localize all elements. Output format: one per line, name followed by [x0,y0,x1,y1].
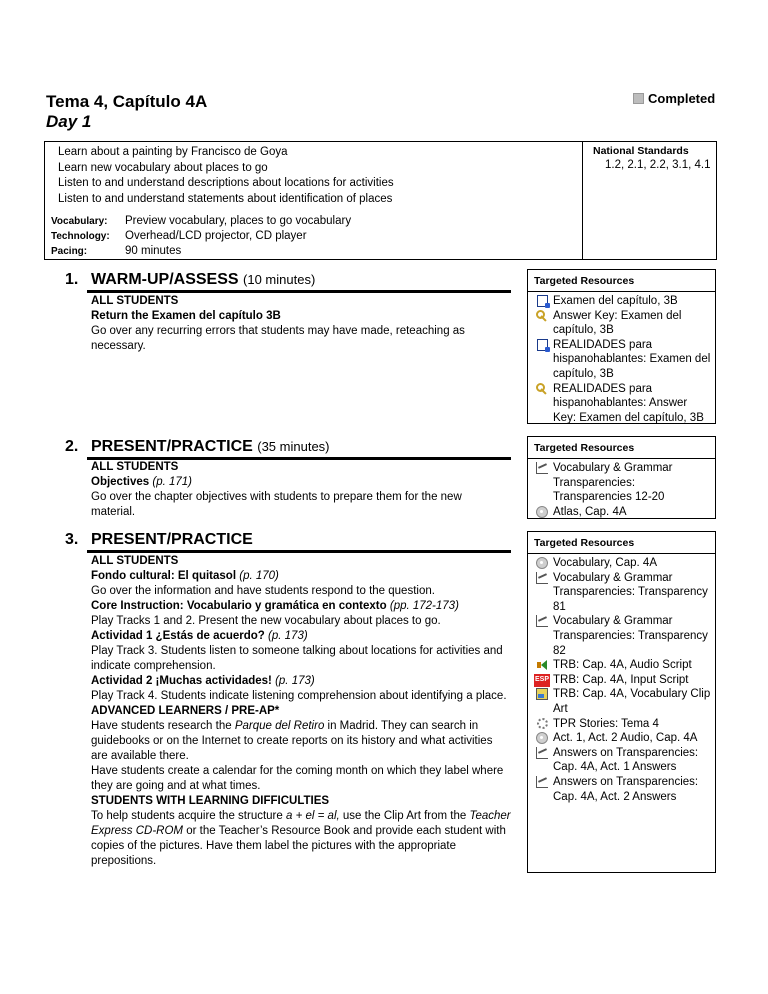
cd-icon [536,506,548,518]
transparency-icon [536,776,548,788]
resource-item[interactable]: Act. 1, Act. 2 Audio, Cap. 4A [531,731,715,746]
resource-item[interactable]: TRB: Cap. 4A, Audio Script [531,658,715,673]
activity-text: Play Track 3. Students listen to someone talking about locations for activities and indicate comprehension. [91,645,503,672]
section-minutes: (10 minutes) [243,272,316,287]
section-number: 2. [65,438,79,455]
tpr-icon [537,718,548,729]
section-body [91,294,505,354]
clip-art-icon [536,688,548,700]
activity-text: Have students create a calendar for the coming month on which they label where they are going and at what times. [91,765,504,792]
objective-item: Listen to and understand descriptions about locations for activities [58,177,394,189]
section-rule [87,550,511,553]
standards-value: 1.2, 2.1, 2.2, 3.1, 4.1 [605,159,711,171]
audience-heading: ADVANCED LEARNERS / PRE-AP* [91,705,280,717]
completed-checkbox[interactable] [633,91,715,106]
audience-heading: ALL STUDENTS [91,461,179,473]
resource-item[interactable]: Vocabulary, Cap. 4A [531,556,715,571]
resources-list [528,292,715,425]
activity-heading: Return the Examen del capítulo 3B [91,310,281,322]
activity-text: To help students acquire the structure a + el = al, use the Clip Art from the Teacher Express CD-ROM or the Teacher’s Resource Book and provide each student with copies of the pictures. Have them label the pictures with the appropriate prepositions. [91,810,511,867]
section-title [91,438,330,456]
pacing-label: Pacing: [51,246,88,258]
section-title [91,271,315,289]
checkbox-icon [633,93,644,104]
resources-box [527,269,716,424]
activity-heading: Objectives [91,476,150,488]
document-icon [537,295,548,307]
resource-item[interactable]: Answers on Transparencies: Cap. 4A, Act. 2 Answers [531,775,715,804]
resource-item[interactable]: Vocabulary & Grammar Transparencies: Transparencies 12-20 [531,461,715,505]
lesson-meta [51,214,351,260]
section-title-text: PRESENT/PRACTICE [91,531,253,548]
activity-text: Go over any recurring errors that students may have made, reteaching as necessary. [91,325,465,352]
section-title-text: WARM-UP/ASSESS [91,271,239,288]
resource-item[interactable]: TRB: Cap. 4A, Vocabulary Clip Art [531,687,715,716]
resources-title: Targeted Resources [528,532,715,554]
page-reference: (p. 171) [152,476,193,488]
resource-item[interactable]: REALIDADES para hispanohablantes: Answer Key: Examen del capítulo, 3B [531,382,715,426]
activity-text: Play Tracks 1 and 2. Present the new vocabulary about places to go. [91,615,441,627]
resources-title: Targeted Resources [528,437,715,459]
objectives-list [58,145,394,207]
transparency-icon [536,747,548,759]
technology-value: Overhead/LCD projector, CD player [125,230,307,243]
audience-heading: STUDENTS WITH LEARNING DIFFICULTIES [91,795,330,807]
page-reference: (p. 173) [268,630,308,642]
activity-heading: Actividad 1 ¿Estás de acuerdo? [91,630,265,642]
standards-title: National Standards [593,145,689,157]
resource-item[interactable]: ESP TRB: Cap. 4A, Input Script [534,673,689,686]
key-icon [536,383,548,395]
vocabulary-value: Preview vocabulary, places to go vocabulary [125,215,352,227]
page-reference: (p. 170) [239,570,279,582]
audience-heading: ALL STUDENTS [91,555,179,567]
document-icon [537,339,548,351]
audio-script-icon [536,659,548,671]
transparency-icon [536,462,548,474]
resource-item[interactable]: Examen del capítulo, 3B [531,294,715,309]
activity-heading: Actividad 2 ¡Muchas actividades! [91,675,272,687]
page-reference: (p. 173) [275,675,315,687]
transparency-icon [536,572,548,584]
resources-box [527,436,716,519]
cd-icon [536,732,548,744]
resources-list [528,554,715,804]
page-title: Tema 4, Capítulo 4A [46,92,208,111]
section-number: 1. [65,271,79,288]
resources-list [528,459,715,519]
resource-item[interactable]: Vocabulary & Grammar Transparencies: Transparency 82 [531,614,715,658]
objectives-panel [45,142,583,259]
section-body [91,460,505,520]
objective-item: Listen to and understand statements about identification of places [58,192,393,205]
completed-label: Completed [648,91,716,106]
section-title-text: PRESENT/PRACTICE [91,438,253,455]
section-minutes: (35 minutes) [257,439,330,454]
activity-text: Have students research the Parque del Retiro in Madrid. They can search in guidebooks or on the Internet to create reports on its history and what activities are available there. [91,720,493,762]
activity-text: Play Track 4. Students indicate listening comprehension about identifying a place. [91,690,507,702]
esp-icon: ESP [534,674,550,688]
objectives-box [44,141,717,260]
resource-item[interactable]: Answer Key: Examen del capítulo, 3B [531,309,715,338]
page-subtitle: Day 1 [46,112,92,131]
section-number: 3. [65,531,79,548]
audience-heading: ALL STUDENTS [91,295,179,307]
activity-heading: Fondo cultural: El quitasol [91,570,237,582]
technology-label: Technology: [51,231,110,243]
section-rule [87,290,511,293]
cd-icon [536,557,548,569]
objective-item: Learn new vocabulary about places to go [58,161,268,174]
page-reference: (pp. 172-173) [389,600,459,612]
transparency-icon [536,615,548,627]
pacing-value: 90 minutes [125,245,182,258]
resource-item[interactable]: TPR Stories: Tema 4 [531,717,715,732]
resource-item[interactable]: Vocabulary & Grammar Transparencies: Transparency 81 [531,571,715,615]
objective-item: Learn about a painting by Francisco de Goya [58,146,288,158]
vocabulary-label: Vocabulary: [51,216,108,227]
activity-heading: Core Instruction: Vocabulario y gramática en contexto [91,600,387,612]
resource-item[interactable]: REALIDADES para hispanohablantes: Examen del capítulo, 3B [531,338,715,382]
section-body [91,554,511,869]
resources-title: Targeted Resources [528,270,715,292]
activity-text: Go over the chapter objectives with students to prepare them for the new material. [91,491,462,518]
resource-item[interactable]: Answers on Transparencies: Cap. 4A, Act. 1 Answers [531,746,715,775]
resources-box [527,531,716,873]
key-icon [536,310,548,322]
section-title [91,531,253,549]
activity-text: Go over the information and have students respond to the question. [91,585,435,597]
resource-item[interactable]: Atlas, Cap. 4A [531,505,715,520]
